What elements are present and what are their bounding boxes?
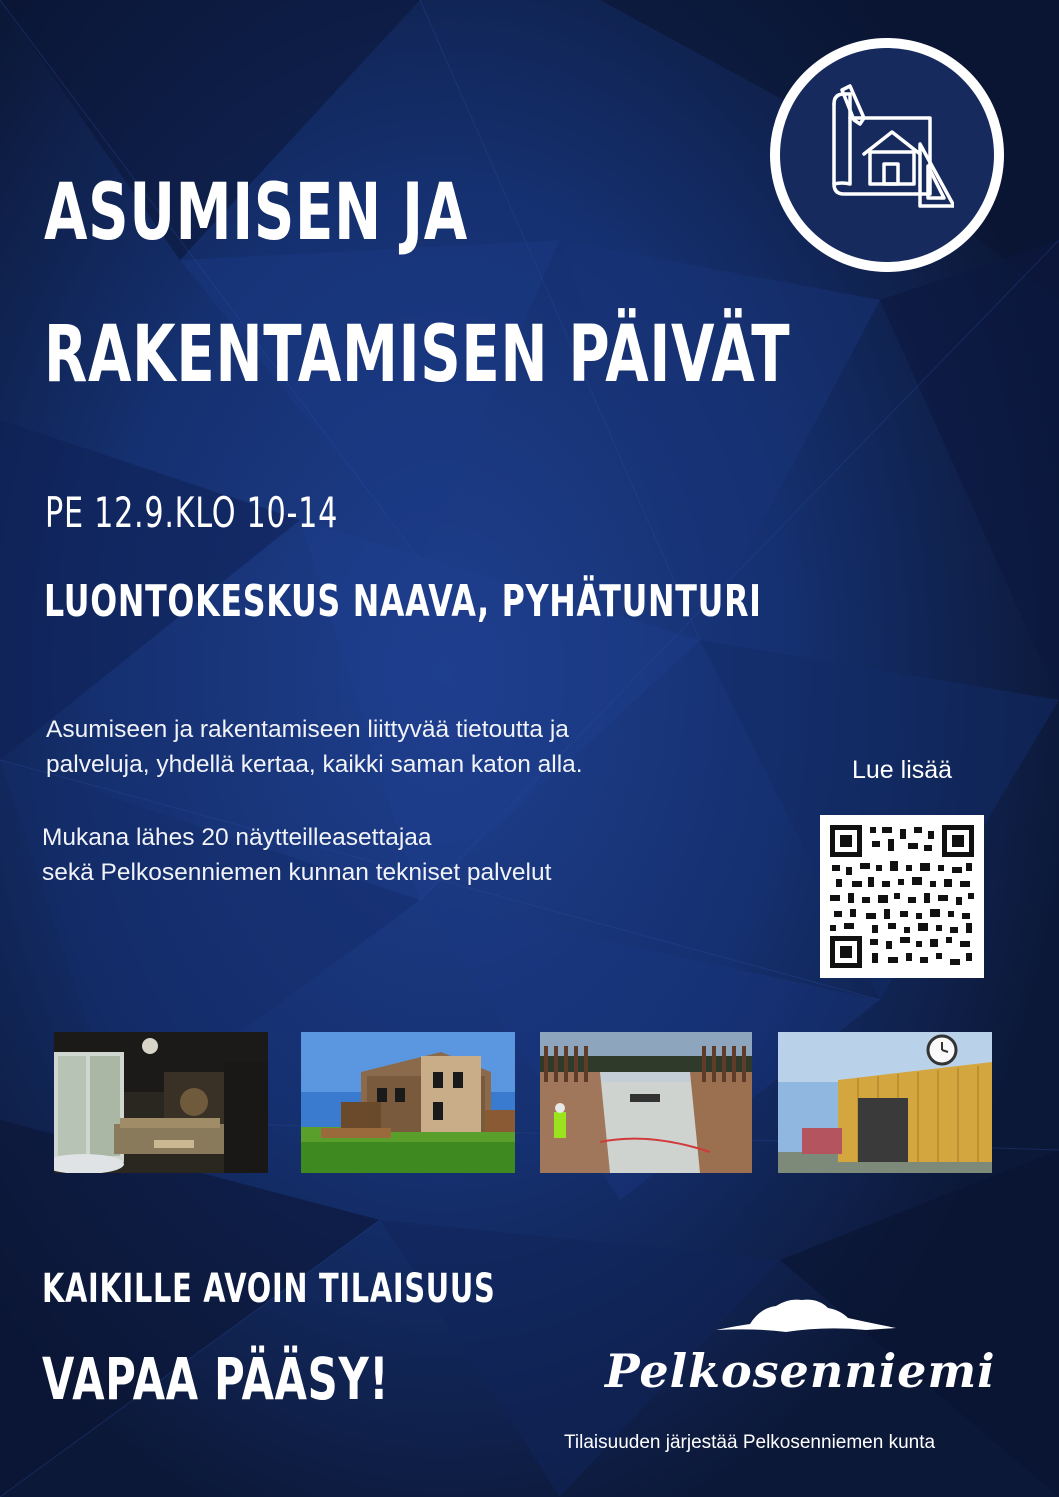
description-line-1: Asumiseen ja rakentamiseen liittyvää tietoutta ja — [46, 716, 569, 743]
description-block-1 — [46, 712, 806, 782]
qr-code[interactable] — [820, 815, 984, 978]
event-location: LUONTOKESKUS NAAVA, PYHÄTUNTURI — [44, 576, 762, 627]
wooden-building-photo — [778, 1032, 992, 1173]
log-house-photo — [301, 1032, 515, 1173]
page-title-line-2: RAKENTAMISEN PÄIVÄT — [44, 310, 791, 400]
fell-mountain-logo-icon — [716, 1296, 896, 1336]
read-more-label: Lue lisää — [852, 756, 953, 784]
description-line-4: sekä Pelkosenniemen kunnan tekniset palvelut — [42, 859, 552, 886]
qr-code-icon — [830, 825, 974, 968]
house-blueprint-icon — [820, 84, 954, 218]
interior-lounge-photo — [54, 1032, 268, 1173]
open-event-label: KAIKILLE AVOIN TILAISUUS — [42, 1266, 496, 1312]
badge — [770, 38, 1004, 272]
description-line-3: Mukana lähes 20 näytteilleasettajaa — [42, 824, 432, 851]
description-line-2: palveluja, yhdellä kertaa, kaikki saman katon alla. — [46, 751, 583, 778]
page-title-line-1: ASUMISEN JA — [44, 168, 468, 258]
free-entry-label: VAPAA PÄÄSY! — [42, 1345, 390, 1413]
municipality-logo-text: Pelkosenniemi — [605, 1344, 996, 1398]
organizer-text: Tilaisuuden järjestää Pelkosenniemen kunta — [564, 1432, 936, 1453]
description-block-2 — [42, 820, 802, 890]
event-date-time: PE 12.9.KLO 10-14 — [45, 488, 339, 537]
construction-site-photo — [540, 1032, 752, 1173]
